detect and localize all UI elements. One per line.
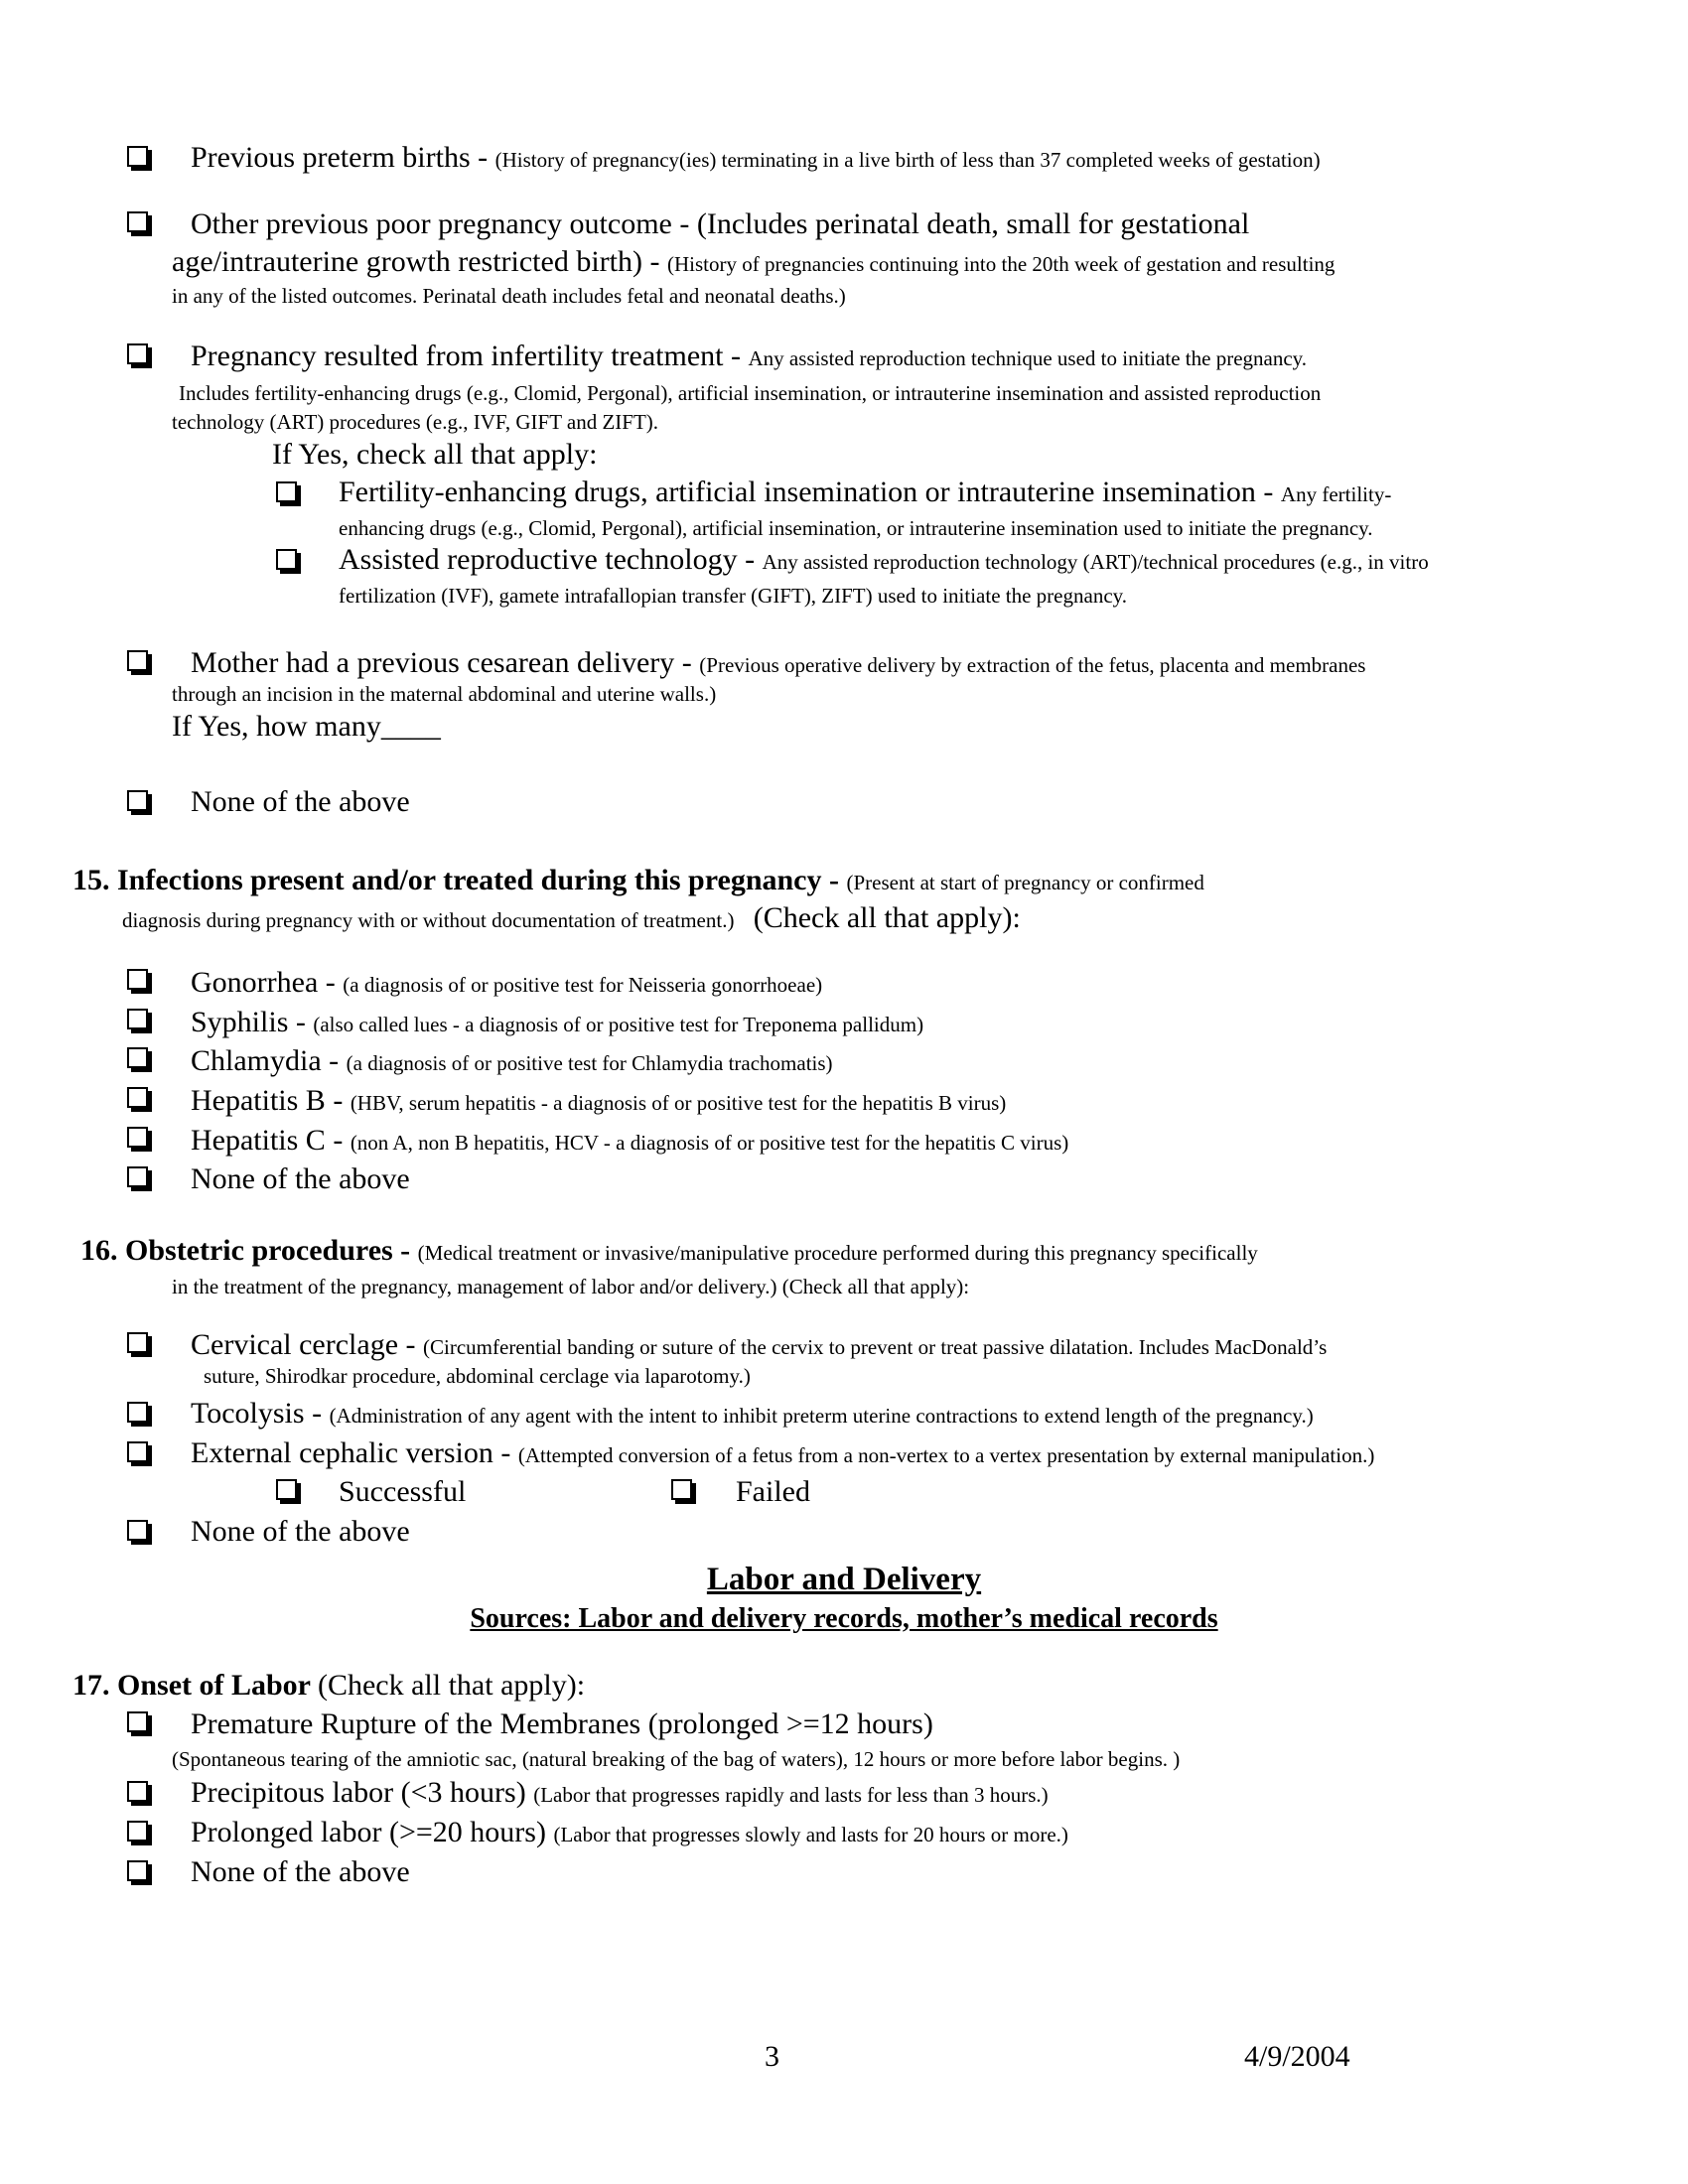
prolonged-label: Prolonged labor (>=20 hours) [191,1816,554,1848]
cesarean-label: Mother had a previous cesarean delivery - [191,646,700,679]
infertility-desc-2: Includes fertility-enhancing drugs (e.g., Clomid, Pergonal), artificial insemination, or intrauterine insemination and assisted reproduction [179,381,1322,405]
art-checkbox[interactable] [276,549,297,570]
fertility-drugs-desc-2: enhancing drugs (e.g., Clomid, Pergonal), artificial insemination, or intrauterine insemination used to initiate the pregnancy. [339,516,1373,540]
art-item [339,542,1429,578]
tocolysis-item [191,1396,1314,1432]
ecv-checkbox[interactable] [127,1441,148,1462]
precipitous-item [191,1775,1049,1811]
poor-outcome-label-2: age/intrauterine growth restricted birth) - [172,245,667,278]
cesarean-item [191,645,1365,681]
tocolysis-checkbox[interactable] [127,1402,148,1423]
risk-none-checkbox[interactable] [127,790,148,811]
fertility-drugs-label: Fertility-enhancing drugs, artificial insemination or intrauterine insemination - [339,476,1281,508]
infertility-label: Pregnancy resulted from infertility treatment - [191,340,749,372]
infections-none-checkbox[interactable] [127,1166,148,1187]
prolonged-desc: (Labor that progresses slowly and lasts for 20 hours or more.) [553,1823,1068,1846]
hepatitis-b-checkbox[interactable] [127,1087,148,1108]
labor-delivery-sources: Sources: Labor and delivery records, mother’s medical records [470,1603,1218,1634]
ecv-successful-checkbox[interactable] [276,1479,297,1500]
cerclage-desc: (Circumferential banding or suture of the cervix to prevent or treat passive dilatation. Includes MacDonald’s [423,1335,1328,1359]
syphilis-desc: (also called lues - a diagnosis of or positive test for Treponema pallidum) [313,1013,924,1036]
preterm-desc: (History of pregnancy(ies) terminating in a live birth of less than 37 completed weeks of gestation) [494,148,1321,172]
fertility-drugs-desc: Any fertility- [1280,482,1392,506]
procedures-none-label: None of the above [191,1515,410,1548]
ecv-failed-checkbox[interactable] [671,1479,692,1500]
cesarean-desc: (Previous operative delivery by extraction of the fetus, placenta and membranes [699,653,1366,677]
cerclage-item [191,1327,1327,1363]
ecv-label: External cephalic version - [191,1436,518,1469]
sec15-heading [72,863,1204,898]
cesarean-desc-2: through an incision in the maternal abdominal and uterine walls.) [172,682,717,706]
preterm-label: Previous preterm births - [191,141,495,174]
chlamydia-desc: (a diagnosis of or positive test for Chlamydia trachomatis) [346,1051,833,1075]
sec15-check-all: (Check all that apply): [753,901,1021,934]
sec16-desc-2: in the treatment of the pregnancy, management of labor and/or delivery.) (Check all that apply): [172,1275,970,1298]
preterm-item [191,140,1321,176]
cerclage-desc-2: suture, Shirodkar procedure, abdominal cerclage via laparotomy.) [204,1364,751,1388]
ecv-failed-label: Failed [736,1475,810,1508]
precipitous-checkbox[interactable] [127,1781,148,1802]
hepatitis-b-label: Hepatitis B - [191,1084,351,1117]
footer-date: 4/9/2004 [1244,2040,1350,2073]
sec17-heading [72,1668,585,1704]
procedures-none-checkbox[interactable] [127,1520,148,1541]
gonorrhea-desc: (a diagnosis of or positive test for Neisseria gonorrhoeae) [343,973,823,997]
infertility-item [191,339,1307,374]
poor-outcome-desc: (History of pregnancies continuing into the 20th week of gestation and resulting [666,252,1336,276]
tocolysis-label: Tocolysis - [191,1397,330,1430]
infertility-checkbox[interactable] [127,343,148,364]
chlamydia-item [191,1043,833,1079]
sec15-desc: (Present at start of pregnancy or confirmed [846,871,1204,894]
syphilis-checkbox[interactable] [127,1009,148,1029]
art-desc: Any assisted reproduction technology (ART)/technical procedures (e.g., in vitro [762,550,1429,574]
sec15-heading-2 [122,900,1021,936]
gonorrhea-checkbox[interactable] [127,969,148,990]
sec16-title: 16. Obstetric procedures - [80,1234,418,1267]
sec17-title: 17. Onset of Labor [72,1669,318,1702]
fertility-drugs-checkbox[interactable] [276,481,297,502]
art-desc-2: fertilization (IVF), gamete intrafallopian transfer (GIFT), ZIFT) used to initiate the pregnancy. [339,584,1128,608]
precipitous-desc: (Labor that progresses rapidly and lasts for less than 3 hours.) [533,1783,1049,1807]
precipitous-label: Precipitous labor (<3 hours) [191,1776,534,1809]
labor-delivery-title: Labor and Delivery [706,1562,982,1597]
page-number: 3 [765,2040,779,2073]
infections-none-label: None of the above [191,1162,410,1195]
prom-desc: (Spontaneous tearing of the amniotic sac, (natural breaking of the bag of waters), 12 hours or more before labor begins. ) [172,1747,1181,1771]
prolonged-item [191,1815,1068,1850]
cerclage-label: Cervical cerclage - [191,1328,424,1361]
onset-none-checkbox[interactable] [127,1860,148,1881]
syphilis-item [191,1005,923,1040]
labor-delivery-sources-row [0,1602,1688,1636]
cesarean-how-many[interactable]: If Yes, how many____ [172,710,441,743]
prom-label: Premature Rupture of the Membranes (prolonged >=12 hours) [191,1707,933,1740]
prolonged-checkbox[interactable] [127,1821,148,1842]
sec15-title: 15. Infections present and/or treated during this pregnancy - [72,864,847,896]
poor-outcome-desc-2: in any of the listed outcomes. Perinatal death includes fetal and neonatal deaths.) [172,284,846,308]
hepatitis-b-desc: (HBV, serum hepatitis - a diagnosis of or positive test for the hepatitis B virus) [350,1091,1007,1115]
hepatitis-c-desc: (non A, non B hepatitis, HCV - a diagnosis of or positive test for the hepatitis C virus) [350,1131,1069,1155]
infertility-if-yes: If Yes, check all that apply: [272,438,598,471]
poor-outcome-line2 [172,244,1335,280]
labor-delivery-heading [0,1560,1688,1599]
fertility-drugs-item [339,475,1391,510]
ecv-desc: (Attempted conversion of a fetus from a non-vertex to a vertex presentation by external manipulation.) [517,1443,1375,1467]
chlamydia-label: Chlamydia - [191,1044,347,1077]
gonorrhea-item [191,965,822,1001]
infertility-desc: Any assisted reproduction technique used to initiate the pregnancy. [748,346,1308,370]
cerclage-checkbox[interactable] [127,1332,148,1353]
poor-outcome-checkbox[interactable] [127,211,148,232]
poor-outcome-label: Other previous poor pregnancy outcome - (Includes perinatal death, small for gestational [191,207,1250,240]
risk-none-label: None of the above [191,785,410,818]
sec16-desc: (Medical treatment or invasive/manipulative procedure performed during this pregnancy specifically [417,1241,1258,1265]
hepatitis-b-item [191,1083,1006,1119]
infertility-desc-3: technology (ART) procedures (e.g., IVF, GIFT and ZIFT). [172,410,659,434]
cesarean-checkbox[interactable] [127,650,148,671]
tocolysis-desc: (Administration of any agent with the intent to inhibit preterm uterine contractions to extend length of the pregnancy.) [329,1404,1314,1428]
syphilis-label: Syphilis - [191,1006,314,1038]
chlamydia-checkbox[interactable] [127,1047,148,1068]
ecv-successful-label: Successful [339,1475,467,1508]
gonorrhea-label: Gonorrhea - [191,966,344,999]
hepatitis-c-checkbox[interactable] [127,1127,148,1148]
sec16-heading [80,1233,1258,1269]
sec17-check-all: (Check all that apply): [317,1669,586,1702]
prom-checkbox[interactable] [127,1711,148,1732]
onset-none-label: None of the above [191,1855,410,1888]
art-label: Assisted reproductive technology - [339,543,763,576]
hepatitis-c-item [191,1123,1068,1159]
preterm-checkbox[interactable] [127,146,148,167]
ecv-item [191,1435,1374,1471]
hepatitis-c-label: Hepatitis C - [191,1124,351,1157]
sec15-desc-2: diagnosis during pregnancy with or without documentation of treatment.) [122,908,740,932]
